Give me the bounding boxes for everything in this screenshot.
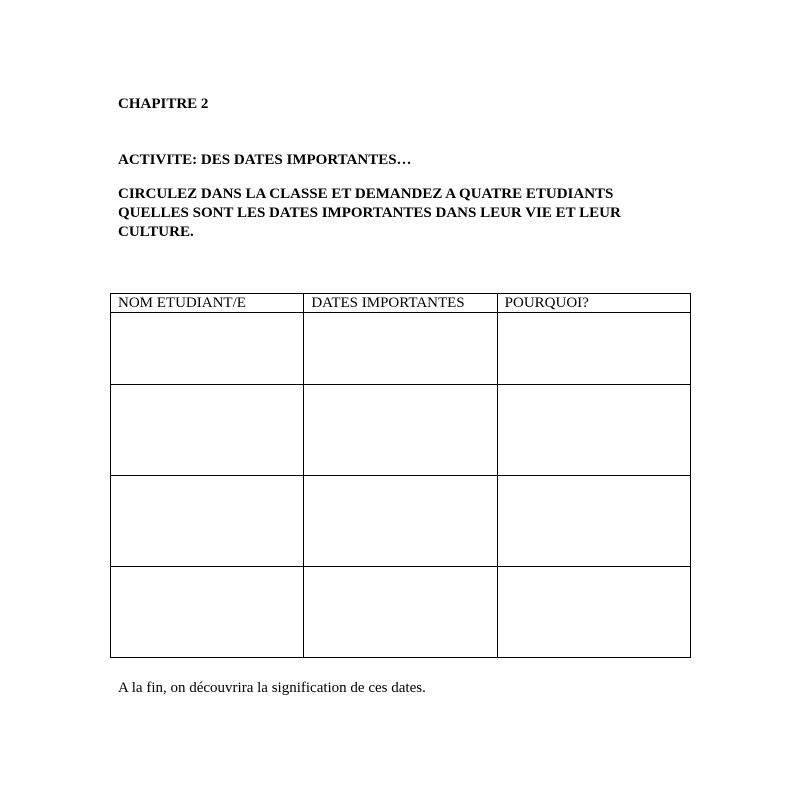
student-name-cell[interactable]	[111, 385, 304, 476]
why-cell[interactable]	[497, 567, 690, 658]
header-why: POURQUOI?	[497, 294, 690, 313]
instructions	[118, 185, 698, 242]
chapter-heading: CHAPITRE 2	[118, 96, 209, 112]
instructions-line: CULTURE.	[118, 224, 194, 240]
activity-title: ACTIVITE: DES DATES IMPORTANTES…	[118, 152, 412, 168]
instructions-line: QUELLES SONT LES DATES IMPORTANTES DANS LEUR VIE ET LEUR	[118, 205, 621, 221]
instructions-line: CIRCULEZ DANS LA CLASSE ET DEMANDEZ A QUATRE ETUDIANTS	[118, 186, 614, 202]
header-student-name: NOM ETUDIANT/E	[111, 294, 304, 313]
table-row	[111, 567, 691, 658]
important-dates-cell[interactable]	[304, 476, 497, 567]
why-cell[interactable]	[497, 313, 690, 385]
important-dates-cell[interactable]	[304, 385, 497, 476]
footer-note: A la fin, on découvrira la signification de ces dates.	[118, 680, 426, 696]
header-important-dates: DATES IMPORTANTES	[304, 294, 497, 313]
student-name-cell[interactable]	[111, 476, 304, 567]
why-cell[interactable]	[497, 385, 690, 476]
table-row	[111, 385, 691, 476]
why-cell[interactable]	[497, 476, 690, 567]
important-dates-cell[interactable]	[304, 567, 497, 658]
table-row	[111, 476, 691, 567]
table-row	[111, 313, 691, 385]
important-dates-cell[interactable]	[304, 313, 497, 385]
student-name-cell[interactable]	[111, 567, 304, 658]
table-header-row	[111, 294, 691, 313]
student-name-cell[interactable]	[111, 313, 304, 385]
worksheet-table	[110, 293, 691, 658]
